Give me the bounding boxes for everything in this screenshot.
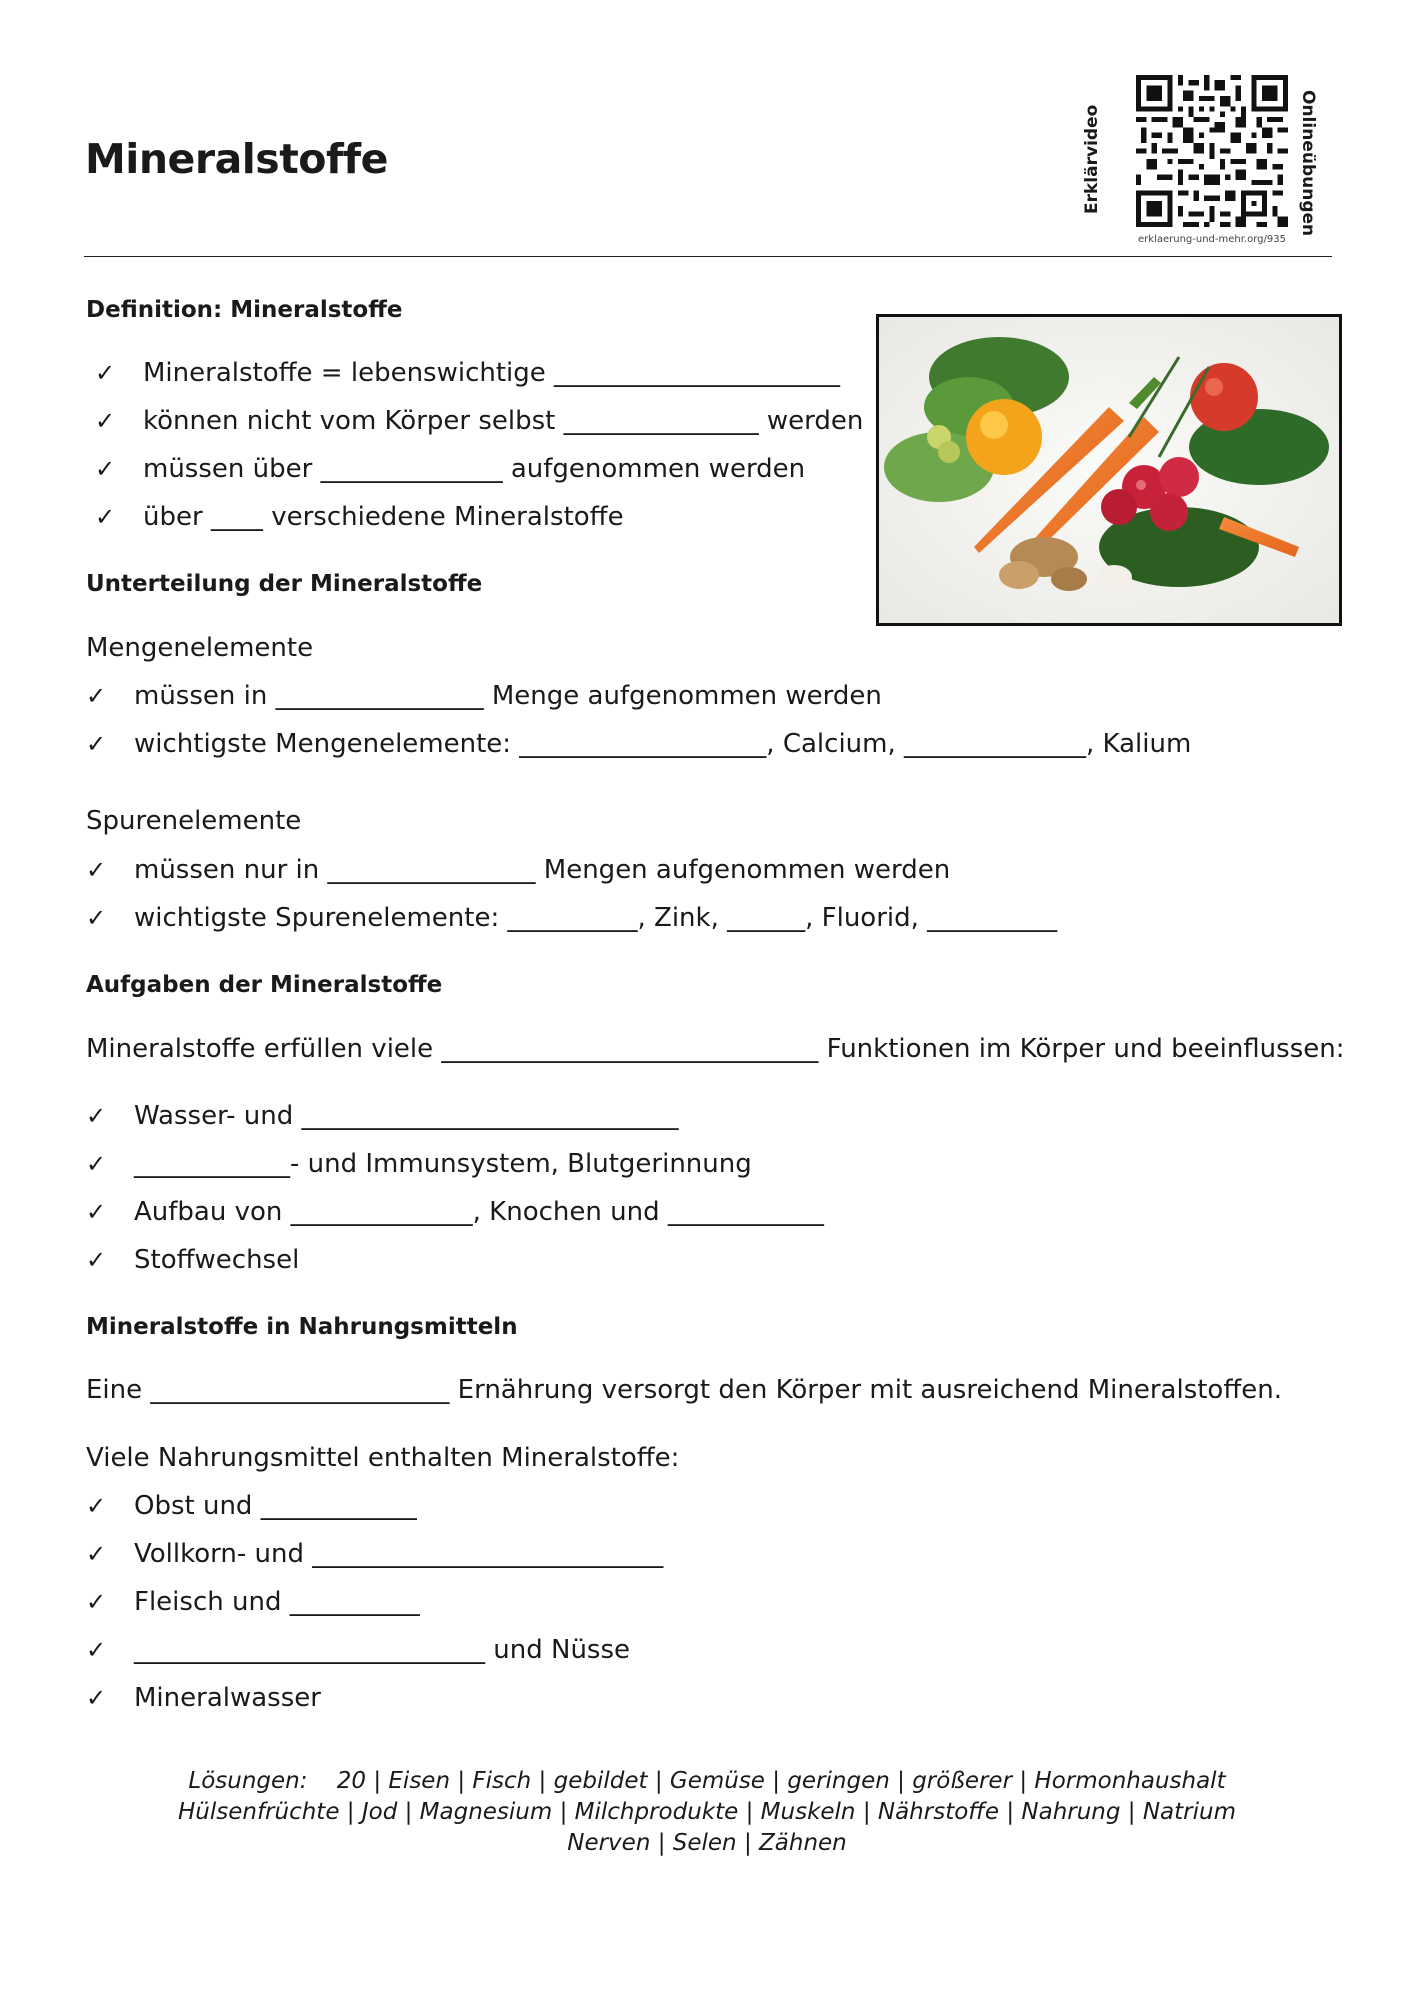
label-mengenelemente: Mengenelemente: [86, 633, 314, 663]
list-item: ✓ über ____ verschiedene Mineralstoffe: [95, 502, 624, 532]
solutions-line-3: Nerven | Selen | Zähnen: [567, 1830, 847, 1856]
vegetables-photo: [876, 314, 1342, 626]
check-icon: ✓: [86, 1588, 107, 1616]
list-item: ✓ Mineralstoffe = lebenswichtige ______________________: [95, 358, 841, 388]
nahrung-sentence: Eine _______________________ Ernährung versorgt den Körper mit ausreichend Mineralstoffen.: [86, 1375, 1282, 1405]
list-item: ✓ können nicht vom Körper selbst _______________ werden: [95, 406, 864, 436]
list-item: ✓ wichtigste Spurenelemente: __________, Zink, ______, Fluorid, __________: [86, 903, 1058, 933]
check-icon: ✓: [86, 1150, 107, 1178]
check-icon: ✓: [86, 1198, 107, 1226]
list-item: ✓ Obst und ____________: [86, 1491, 417, 1521]
list-item: ✓ Mineralwasser: [86, 1683, 321, 1713]
check-icon: ✓: [86, 856, 107, 884]
check-icon: ✓: [86, 682, 107, 710]
heading-aufgaben: Aufgaben der Mineralstoffe: [86, 972, 443, 998]
list-item: ✓ Wasser- und _____________________________: [86, 1101, 679, 1131]
list-item: ✓ müssen in ________________ Menge aufgenommen werden: [86, 681, 882, 711]
check-icon: ✓: [95, 455, 116, 483]
check-icon: ✓: [86, 904, 107, 932]
onlineuebungen-label[interactable]: Onlineübungen: [1298, 90, 1318, 237]
list-item: ✓ ___________________________ und Nüsse: [86, 1635, 631, 1665]
erklaervideo-label[interactable]: Erklärvideo: [1082, 104, 1102, 214]
check-icon: ✓: [86, 1102, 107, 1130]
check-icon: ✓: [86, 1684, 107, 1712]
heading-definition: Definition: Mineralstoffe: [86, 297, 403, 323]
list-item: ✓ Aufbau von ______________, Knochen und ____________: [86, 1197, 824, 1227]
aufgaben-intro: Mineralstoffe erfüllen viele _____________________________ Funktionen im Körper und beeinflussen:: [86, 1034, 1345, 1064]
check-icon: ✓: [86, 1540, 107, 1568]
list-item: ✓ Stoffwechsel: [86, 1245, 300, 1275]
solutions-label: Lösungen:: [188, 1768, 308, 1794]
check-icon: ✓: [86, 1246, 107, 1274]
list-item: ✓ müssen über ______________ aufgenommen werden: [95, 454, 806, 484]
list-item: ✓ wichtigste Mengenelemente: ___________________, Calcium, ______________, Kalium: [86, 729, 1192, 759]
heading-unterteilung: Unterteilung der Mineralstoffe: [86, 571, 483, 597]
heading-nahrung: Mineralstoffe in Nahrungsmitteln: [86, 1314, 518, 1340]
page-title: Mineralstoffe: [85, 135, 388, 183]
list-item: ✓ müssen nur in ________________ Mengen aufgenommen werden: [86, 855, 951, 885]
check-icon: ✓: [86, 1636, 107, 1664]
nahrung-intro: Viele Nahrungsmittel enthalten Mineralstoffe:: [86, 1443, 680, 1473]
header-divider: [84, 256, 1332, 257]
list-item: ✓ ____________- und Immunsystem, Blutgerinnung: [86, 1149, 752, 1179]
qr-code-icon[interactable]: [1136, 75, 1288, 227]
check-icon: ✓: [95, 407, 116, 435]
solutions-box: [150, 1766, 1264, 1859]
qr-url[interactable]: erklaerung-und-mehr.org/935: [1138, 234, 1286, 245]
check-icon: ✓: [95, 503, 116, 531]
solutions-line-1: Lösungen: 20 | Eisen | Fisch | gebildet | Gemüse | geringen | größerer | Hormonhaushalt: [188, 1768, 1226, 1794]
check-icon: ✓: [86, 1492, 107, 1520]
check-icon: ✓: [95, 359, 116, 387]
list-item: ✓ Fleisch und __________: [86, 1587, 420, 1617]
solutions-line-2: Hülsenfrüchte | Jod | Magnesium | Milchprodukte | Muskeln | Nährstoffe | Nahrung | Natrium: [177, 1799, 1237, 1825]
label-spurenelemente: Spurenelemente: [86, 806, 302, 836]
list-item: ✓ Vollkorn- und ___________________________: [86, 1539, 664, 1569]
check-icon: ✓: [86, 730, 107, 758]
